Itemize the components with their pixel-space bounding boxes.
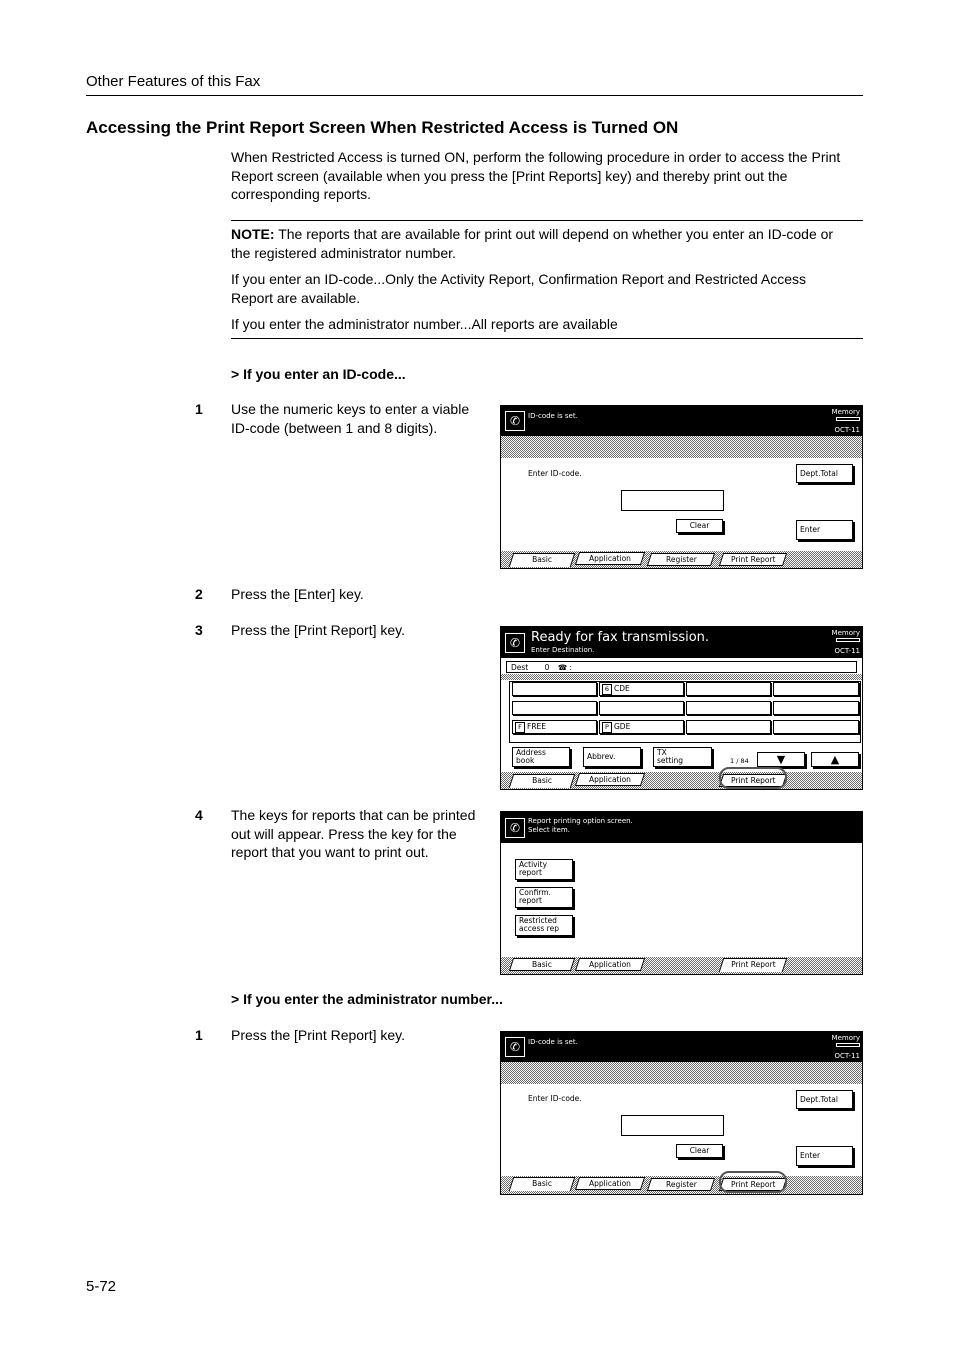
restricted-access-report-button[interactable] [515, 915, 573, 936]
step-number: 2 [195, 586, 203, 602]
id-code-input[interactable] [621, 490, 724, 511]
button-label: Clear [689, 1146, 710, 1155]
status-bar [501, 812, 862, 843]
tab-label: Application [589, 554, 631, 563]
clear-button[interactable] [676, 1144, 723, 1158]
pattern-band [501, 674, 862, 680]
step-number: 4 [195, 807, 203, 823]
memory-label: Memory [831, 629, 860, 637]
step-line: report that you want to print out. [231, 844, 429, 860]
tab-label: Basic [532, 1179, 553, 1188]
screen-id-code-entry [500, 405, 863, 569]
status-bar [501, 406, 862, 436]
status-message [528, 817, 633, 835]
clear-button[interactable] [676, 519, 723, 533]
button-label: Enter [800, 1151, 821, 1160]
screen-admin-id-code [500, 1031, 863, 1195]
one-touch-key[interactable] [686, 682, 771, 696]
step-text [231, 400, 469, 437]
status-bar [501, 627, 862, 658]
tab-label: Application [589, 960, 631, 969]
tab-register[interactable] [647, 553, 715, 566]
fax-icon: ✆ [505, 818, 525, 838]
tab-label: Print Report [730, 1180, 776, 1189]
pattern-band [501, 1062, 862, 1084]
tab-print-report[interactable] [719, 553, 787, 566]
button-label: Confirm. [519, 888, 551, 897]
pattern-band [501, 436, 862, 458]
tab-basic[interactable] [509, 1177, 576, 1191]
tab-label: Application [589, 775, 631, 784]
arrow-up-icon: ▲ [830, 753, 840, 766]
note-text: The reports that are available for print out will depend on whether you enter an ID-code or [274, 226, 834, 242]
intro-line: When Restricted Access is turned ON, perform the following procedure in order to access the Print [231, 149, 841, 165]
confirm-report-button[interactable] [515, 887, 573, 908]
address-book-button[interactable] [512, 747, 570, 767]
one-touch-key-free[interactable] [512, 720, 597, 734]
button-label: report [519, 868, 542, 877]
one-touch-key[interactable] [599, 701, 684, 715]
memory-label: Memory [831, 1034, 860, 1042]
tab-label: Basic [532, 555, 553, 564]
highlight-ring [719, 767, 787, 789]
tab-basic[interactable] [509, 958, 575, 971]
fax-icon: ✆ [505, 1037, 525, 1057]
status-message: Ready for fax transmission. [531, 630, 710, 645]
one-touch-key[interactable] [686, 701, 771, 715]
fax-icon: ✆ [505, 633, 525, 653]
prompt-text: Enter ID-code. [528, 469, 582, 478]
button-label: Dept.Total [800, 469, 838, 478]
button-label: Enter [800, 525, 821, 534]
step-text [231, 806, 475, 862]
tx-setting-button[interactable] [653, 747, 712, 767]
note-text: the registered administrator number. [231, 244, 456, 261]
step-number: 1 [195, 401, 203, 417]
step-line: out will appear. Press the key for the [231, 825, 457, 842]
tab-basic[interactable] [509, 774, 576, 788]
status-line: Report printing option screen. [528, 817, 633, 825]
button-label: book [516, 756, 535, 765]
note-text: If you enter an ID-code...Only the Activity Report, Confirmation Report and Restricted Access [231, 271, 807, 287]
subheading-admin: > If you enter the administrator number... [231, 991, 503, 1007]
note-label: NOTE: [231, 226, 275, 242]
date-label: OCT-11 [834, 647, 860, 655]
step-line: ID-code (between 1 and 8 digits). [231, 419, 438, 436]
tab-label: Basic [532, 960, 552, 969]
date-label: OCT-11 [834, 426, 860, 434]
tab-basic[interactable] [509, 553, 576, 567]
note-text: If you enter the administrator number...All reports are available [231, 316, 618, 332]
step-text: Press the [Enter] key. [231, 586, 364, 602]
tab-application[interactable] [575, 552, 645, 565]
one-touch-key-cde[interactable] [599, 682, 684, 696]
dest-count: 0 [544, 663, 550, 672]
button-label: TX [657, 748, 667, 757]
dept-total-button[interactable] [796, 1090, 853, 1109]
date-label: OCT-11 [834, 1052, 860, 1060]
fax-icon: ✆ [505, 411, 525, 431]
step-text: Press the [Print Report] key. [231, 1027, 406, 1043]
button-label: Abbrev. [587, 752, 616, 761]
arrow-down-icon: ▼ [776, 753, 786, 766]
status-message: ID-code is set. [528, 1038, 578, 1046]
key-index: P [602, 722, 612, 733]
one-touch-key[interactable] [773, 682, 859, 696]
memory-gauge [836, 638, 860, 642]
intro-paragraph [231, 148, 840, 204]
page-indicator: 1 / 84 [730, 757, 749, 765]
button-label: Address [516, 748, 546, 757]
step-text: Press the [Print Report] key. [231, 622, 406, 638]
one-touch-key[interactable] [773, 720, 859, 734]
button-label: Clear [689, 521, 710, 530]
memory-label: Memory [831, 408, 860, 416]
page-number: 5-72 [86, 1278, 117, 1295]
id-code-input[interactable] [621, 1115, 724, 1136]
status-line: Select item. [528, 826, 570, 834]
one-touch-key[interactable] [686, 720, 771, 734]
tab-application[interactable] [575, 1177, 645, 1190]
button-label: Activity [519, 860, 548, 869]
intro-line: Report screen (available when you press the [Print Reports] key) and thereby print out the [231, 167, 788, 184]
tab-label: Print Report [730, 555, 776, 564]
screen-report-options [500, 811, 863, 975]
scroll-down-button[interactable] [757, 752, 805, 767]
tab-label: Basic [532, 776, 553, 785]
section-title: Accessing the Print Report Screen When Restricted Access is Turned ON [86, 118, 679, 137]
header-rule [86, 95, 863, 96]
intro-line: corresponding reports. [231, 186, 372, 202]
tab-label: Register [665, 555, 697, 564]
scroll-up-button[interactable] [811, 752, 859, 767]
enter-button[interactable] [796, 1146, 853, 1166]
tab-label: Print Report [730, 776, 776, 785]
step-line: The keys for reports that can be printed [231, 807, 476, 823]
key-index: F [515, 722, 525, 733]
note-rule-top [231, 220, 863, 221]
button-label: Restricted [519, 916, 557, 925]
prompt-text: Enter ID-code. [528, 1094, 582, 1103]
button-label: setting [657, 756, 684, 765]
key-label: CDE [614, 684, 630, 693]
status-submessage: Enter Destination. [531, 646, 595, 654]
tab-application[interactable] [575, 773, 645, 786]
button-label: Dept.Total [800, 1095, 838, 1104]
step-number: 1 [195, 1027, 203, 1043]
note-text: Report are available. [231, 289, 361, 306]
one-touch-key[interactable] [512, 682, 597, 696]
tab-label: Print Report [730, 960, 776, 969]
one-touch-key-gde[interactable] [599, 720, 684, 734]
button-label: report [519, 896, 542, 905]
tab-label: Register [665, 1180, 697, 1189]
activity-report-button[interactable] [515, 859, 573, 880]
key-label: GDE [614, 722, 631, 731]
running-header: Other Features of this Fax [86, 73, 261, 90]
tab-register[interactable] [647, 1178, 715, 1191]
note-rule-bottom [231, 338, 863, 339]
dest-label: Dest [511, 663, 529, 672]
tab-print-report[interactable] [719, 958, 788, 972]
highlight-ring [719, 1171, 787, 1193]
status-bar [501, 1032, 862, 1062]
screen-fax-ready [500, 626, 863, 790]
one-touch-key[interactable] [512, 701, 597, 715]
memory-gauge [836, 1043, 860, 1047]
button-label: access rep [519, 924, 559, 933]
phone-icon: ☎ : [557, 663, 573, 672]
subheading-id-code: > If you enter an ID-code... [231, 366, 406, 382]
enter-button[interactable] [796, 520, 853, 540]
dept-total-button[interactable] [796, 464, 853, 483]
note-block [231, 225, 833, 334]
step-number: 3 [195, 622, 203, 638]
tab-application[interactable] [575, 958, 645, 971]
one-touch-key[interactable] [773, 701, 859, 715]
tab-label: Application [589, 1179, 631, 1188]
memory-gauge [836, 417, 860, 421]
status-message: ID-code is set. [528, 412, 578, 420]
abbrev-button[interactable] [583, 747, 641, 767]
step-line: Use the numeric keys to enter a viable [231, 401, 470, 417]
key-index: 6 [602, 684, 612, 695]
key-label: FREE [527, 722, 547, 731]
destination-field[interactable] [506, 661, 857, 673]
